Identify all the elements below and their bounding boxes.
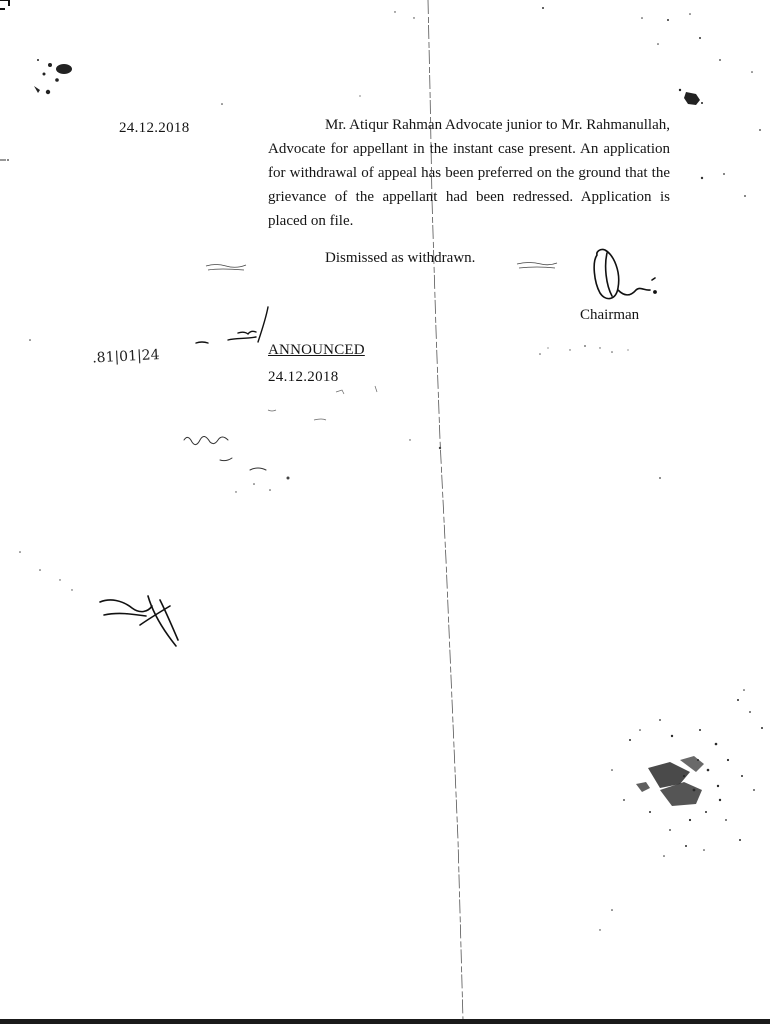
order-body-paragraph: Mr. Atiqur Rahman Advocate junior to Mr. Rahmanullah, Advocate for appellant in the instant case present. An application for withdrawal of appeal has been preferred on the ground that the grievance of the appellant had been redressed. Application is placed on file. [268, 117, 670, 229]
announced-date: 24.12.2018 [268, 369, 339, 385]
announced-initials [196, 307, 268, 343]
chairman-signature [594, 249, 656, 298]
scan-bottom-edge [0, 1019, 770, 1024]
order-body [268, 113, 670, 233]
ink-blot-top-left [34, 59, 72, 94]
margin-handwritten-note: .81|01|24 [91, 346, 160, 367]
announced-label: ANNOUNCED [268, 342, 365, 358]
pencil-scribble [184, 436, 266, 470]
margin-signature [100, 596, 178, 646]
signatory-title: Chairman [580, 307, 640, 323]
scan-noise-bottom-right [599, 689, 763, 931]
order-date: 24.12.2018 [119, 120, 190, 136]
ink-blot-top-right [679, 89, 703, 105]
dismissed-line: Dismissed as withdrawn. [325, 250, 476, 266]
